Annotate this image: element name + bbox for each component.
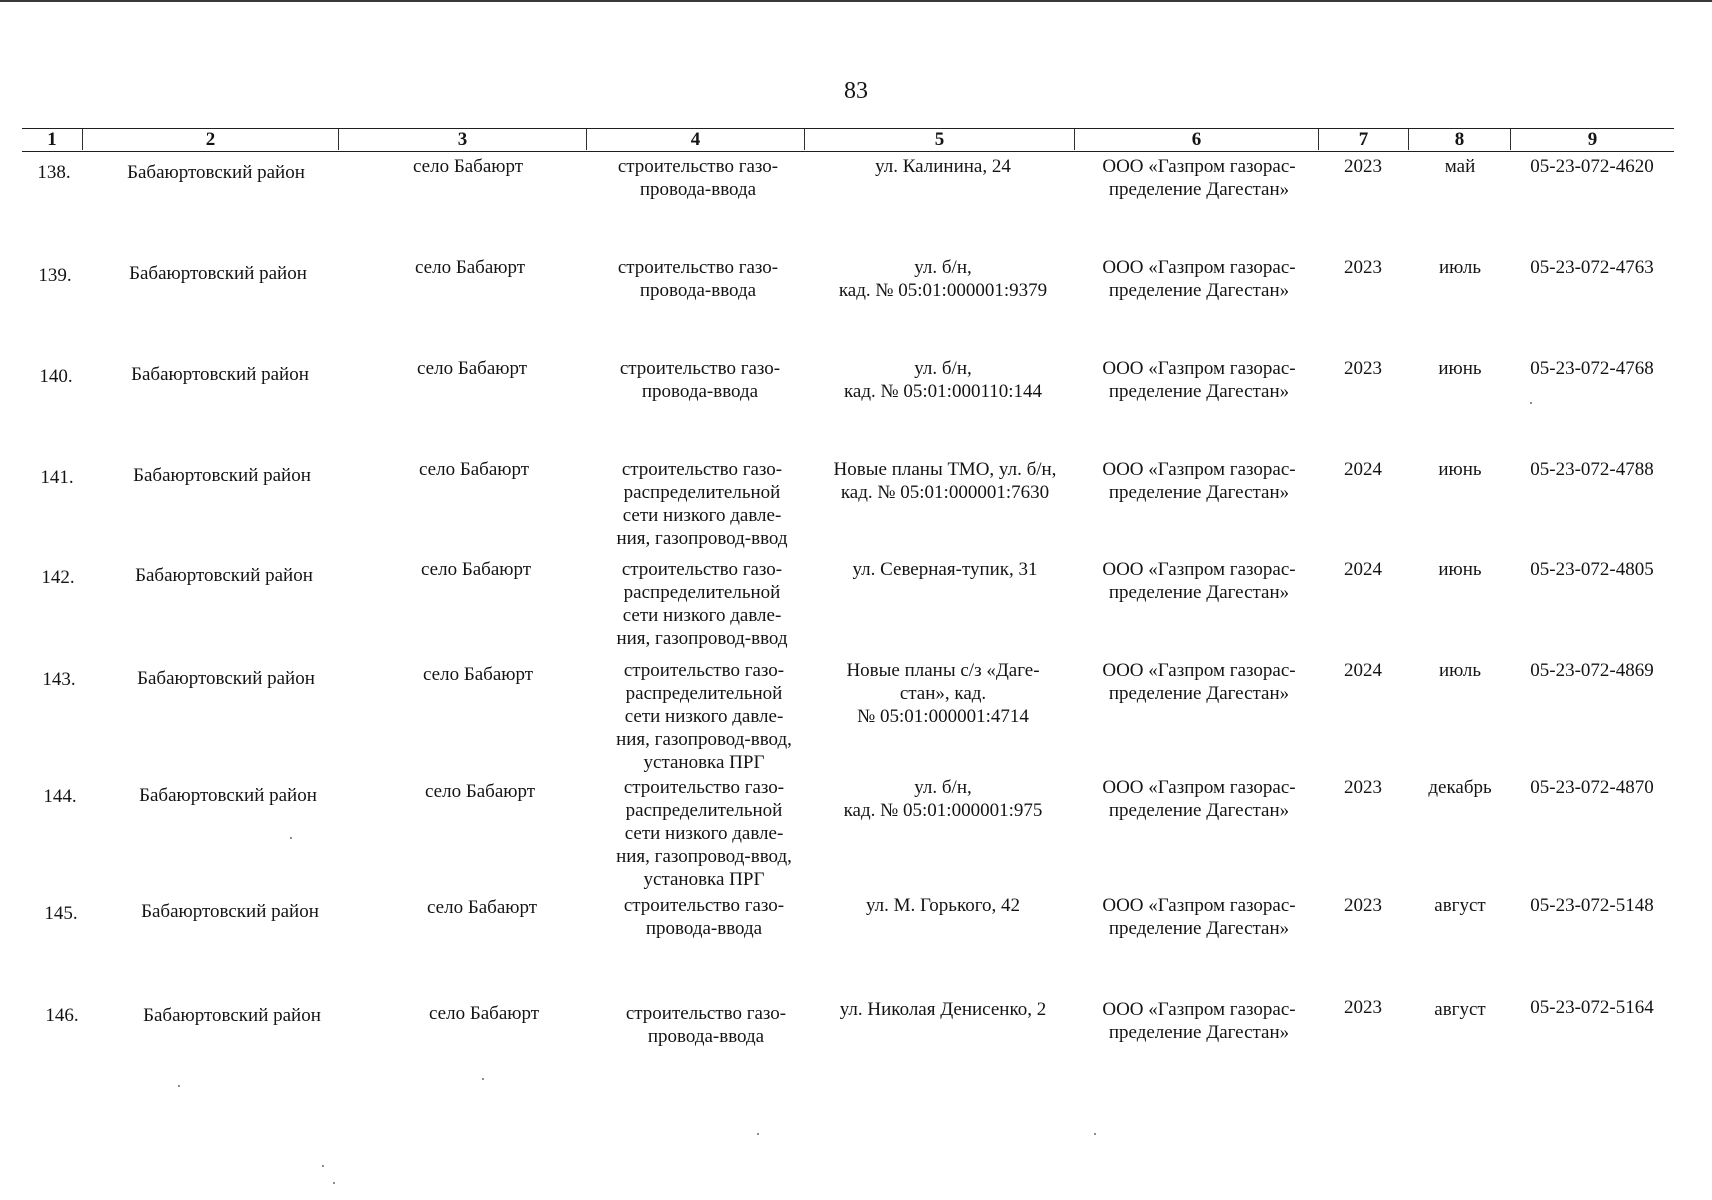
year-cell: 2023: [1344, 997, 1382, 1018]
district-cell: Бабаюртовский район: [133, 465, 311, 486]
row-number: 140.: [39, 366, 73, 387]
month-cell: декабрь: [1428, 777, 1492, 798]
scan-speck: [482, 1078, 484, 1080]
header-col-1: 1: [47, 129, 57, 150]
organization-cell: ООО «Газпром газорас- пределение Дагестан»: [1102, 777, 1296, 821]
settlement-cell: село Бабаюрт: [412, 156, 524, 177]
row-number: 143.: [42, 669, 76, 690]
organization-cell: ООО «Газпром газорас- пределение Дагестан»: [1102, 559, 1296, 603]
year-cell: 2023: [1344, 257, 1382, 278]
district-cell: Бабаюртовский район: [131, 364, 309, 385]
work-cell: строительство газо- распределительной сети низкого давле- ния, газопровод-ввод: [616, 459, 788, 549]
scan-speck: [757, 1133, 759, 1135]
address-cell: Новые планы с/з «Даге- стан», кад. № 05:01:000001:4714: [846, 660, 1040, 727]
gasification-table: [22, 128, 1674, 1048]
work-cell: строительство газо- распределительной сети низкого давле- ния, газопровод-ввод, установка ПРГ: [616, 660, 792, 773]
district-cell: Бабаюртовский район: [143, 1005, 321, 1026]
address-cell: ул. Николая Денисенко, 2: [839, 999, 1047, 1020]
code-cell: 05-23-072-4763: [1530, 257, 1654, 278]
settlement-cell: село Бабаюрт: [420, 559, 532, 580]
code-cell: 05-23-072-4768: [1530, 358, 1654, 379]
code-cell: 05-23-072-4805: [1530, 559, 1654, 580]
address-cell: ул. Калинина, 24: [875, 156, 1011, 177]
header-col-2: 2: [82, 129, 338, 150]
month-cell: июль: [1438, 257, 1482, 278]
address-cell: ул. б/н, кад. № 05:01:000001:9379: [838, 257, 1048, 301]
district-cell: Бабаюртовский район: [127, 162, 305, 183]
row-number: 145.: [44, 903, 78, 924]
district-cell: Бабаюртовский район: [141, 901, 319, 922]
organization-cell: ООО «Газпром газорас- пределение Дагестан»: [1102, 459, 1296, 503]
work-cell: строительство газо- распределительной сети низкого давле- ния, газопровод-ввод: [616, 559, 788, 649]
row-number: 138.: [37, 162, 71, 183]
district-cell: Бабаюртовский район: [129, 263, 307, 284]
settlement-cell: село Бабаюрт: [424, 781, 536, 802]
header-col-9: 9: [1510, 129, 1674, 150]
scan-speck: [322, 1165, 324, 1167]
column-number-header: [22, 128, 1674, 152]
work-cell: строительство газо- провода-ввода: [619, 358, 781, 402]
month-cell: июнь: [1438, 358, 1482, 379]
address-cell: ул. М. Горького, 42: [865, 895, 1021, 916]
address-cell: ул. Северная-тупик, 31: [852, 559, 1038, 580]
header-col-7: 7: [1318, 129, 1408, 150]
scan-speck: [178, 1085, 180, 1087]
work-cell: строительство газо- распределительной сети низкого давле- ния, газопровод-ввод, установка ПРГ: [616, 777, 792, 890]
code-cell: 05-23-072-4620: [1530, 156, 1654, 177]
scan-top-edge: [0, 0, 1712, 2]
settlement-cell: село Бабаюрт: [414, 257, 526, 278]
address-cell: Новые планы ТМО, ул. б/н, кад. № 05:01:000001:7630: [833, 459, 1057, 503]
organization-cell: ООО «Газпром газорас- пределение Дагестан»: [1102, 257, 1296, 301]
organization-cell: ООО «Газпром газорас- пределение Дагестан»: [1102, 660, 1296, 704]
row-number: 146.: [45, 1005, 79, 1026]
organization-cell: ООО «Газпром газорас- пределение Дагестан»: [1102, 999, 1296, 1043]
organization-cell: ООО «Газпром газорас- пределение Дагестан»: [1102, 895, 1296, 939]
scan-speck: [333, 1182, 335, 1184]
year-cell: 2023: [1344, 895, 1382, 916]
year-cell: 2023: [1344, 156, 1382, 177]
work-cell: строительство газо- провода-ввода: [617, 257, 779, 301]
header-col-8: 8: [1408, 129, 1510, 150]
organization-cell: ООО «Газпром газорас- пределение Дагестан»: [1102, 358, 1296, 402]
code-cell: 05-23-072-4870: [1530, 777, 1654, 798]
header-col-3: 3: [338, 129, 586, 150]
organization-cell: ООО «Газпром газорас- пределение Дагестан»: [1102, 156, 1296, 200]
district-cell: Бабаюртовский район: [139, 785, 317, 806]
row-number: 139.: [38, 265, 72, 286]
work-cell: строительство газо- провода-ввода: [617, 156, 779, 200]
year-cell: 2024: [1344, 660, 1382, 681]
settlement-cell: село Бабаюрт: [422, 664, 534, 685]
year-cell: 2023: [1344, 358, 1382, 379]
year-cell: 2023: [1344, 777, 1382, 798]
year-cell: 2024: [1344, 459, 1382, 480]
code-cell: 05-23-072-5164: [1530, 997, 1654, 1018]
month-cell: июль: [1438, 660, 1482, 681]
month-cell: август: [1434, 895, 1486, 916]
code-cell: 05-23-072-4869: [1530, 660, 1654, 681]
row-number: 144.: [43, 786, 77, 807]
code-cell: 05-23-072-5148: [1530, 895, 1654, 916]
page-number: 83: [844, 78, 868, 104]
month-cell: июнь: [1438, 459, 1482, 480]
work-cell: строительство газо- провода-ввода: [625, 1003, 787, 1047]
row-number: 142.: [41, 567, 75, 588]
code-cell: 05-23-072-4788: [1530, 459, 1654, 480]
month-cell: июнь: [1438, 559, 1482, 580]
scan-speck: [1094, 1133, 1096, 1135]
settlement-cell: село Бабаюрт: [418, 459, 530, 480]
header-col-4: 4: [586, 129, 804, 150]
settlement-cell: село Бабаюрт: [416, 358, 528, 379]
header-col-6: 6: [1074, 129, 1318, 150]
settlement-cell: село Бабаюрт: [426, 897, 538, 918]
scan-speck: [290, 837, 292, 839]
row-number: 141.: [40, 467, 74, 488]
month-cell: май: [1444, 156, 1476, 177]
settlement-cell: село Бабаюрт: [428, 1003, 540, 1024]
month-cell: август: [1434, 999, 1486, 1020]
header-col-5: 5: [804, 129, 1074, 150]
district-cell: Бабаюртовский район: [135, 565, 313, 586]
address-cell: ул. б/н, кад. № 05:01:000001:975: [843, 777, 1043, 821]
year-cell: 2024: [1344, 559, 1382, 580]
scan-speck: [1530, 402, 1532, 404]
address-cell: ул. б/н, кад. № 05:01:000110:144: [843, 358, 1043, 402]
work-cell: строительство газо- провода-ввода: [623, 895, 785, 939]
district-cell: Бабаюртовский район: [137, 668, 315, 689]
